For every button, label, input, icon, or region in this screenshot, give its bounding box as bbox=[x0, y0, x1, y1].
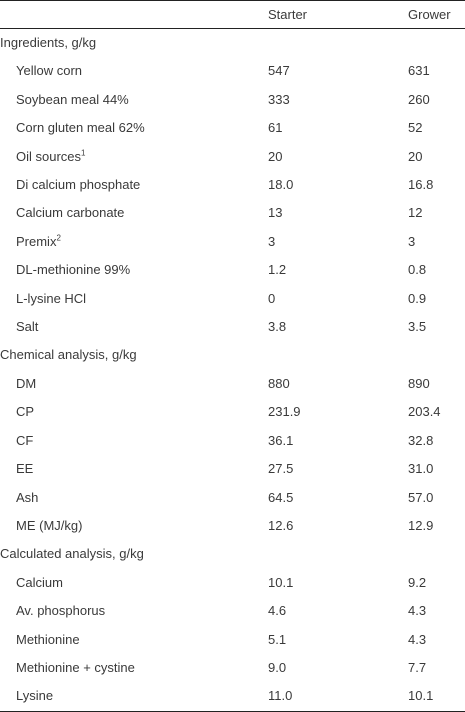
grower-value: 7.7 bbox=[408, 659, 427, 675]
row-label-cell bbox=[0, 114, 268, 142]
grower-value: 0.8 bbox=[408, 262, 427, 278]
starter-value: 61 bbox=[268, 120, 283, 136]
table-row bbox=[0, 455, 465, 483]
row-label-cell bbox=[0, 313, 268, 341]
row-label-cell bbox=[0, 512, 268, 540]
section-row-calculated-analysis-g-kg bbox=[0, 540, 465, 568]
row-label: Methionine bbox=[16, 631, 80, 647]
section-title: Calculated analysis, g/kg bbox=[0, 546, 144, 562]
row-label-cell bbox=[0, 654, 268, 682]
row-label: Calcium carbonate bbox=[16, 205, 125, 221]
row-label: ME (MJ/kg) bbox=[16, 517, 83, 533]
row-label-cell bbox=[0, 455, 268, 483]
table-row bbox=[0, 484, 465, 512]
row-label: Lysine bbox=[16, 688, 54, 704]
row-label: Yellow corn bbox=[16, 63, 83, 79]
grower-value: 4.3 bbox=[408, 603, 427, 619]
table-row bbox=[0, 597, 465, 625]
starter-value: 3 bbox=[268, 233, 276, 249]
grower-value: 20 bbox=[408, 148, 423, 164]
row-label: Salt bbox=[16, 319, 39, 335]
row-label: Premix bbox=[16, 233, 57, 249]
row-label-cell bbox=[0, 370, 268, 398]
grower-value: 3 bbox=[408, 233, 416, 249]
row-label-cell bbox=[0, 398, 268, 426]
row-label: Oil sources bbox=[16, 148, 82, 164]
starter-value: 3.8 bbox=[268, 319, 287, 335]
row-label: CF bbox=[16, 432, 34, 448]
row-label: DM bbox=[16, 375, 37, 391]
header-starter: Starter bbox=[268, 7, 308, 22]
row-label-cell bbox=[0, 86, 268, 114]
table-row bbox=[0, 427, 465, 455]
starter-value: 11.0 bbox=[268, 688, 293, 704]
table-row bbox=[0, 57, 465, 85]
row-label: Di calcium phosphate bbox=[16, 177, 141, 193]
table-row bbox=[0, 256, 465, 284]
starter-value: 231.9 bbox=[268, 404, 301, 420]
grower-value: 52 bbox=[408, 120, 423, 136]
section-title: Ingredients, g/kg bbox=[0, 35, 97, 50]
row-label-cell bbox=[0, 171, 268, 199]
section-row-chemical-analysis-g-kg bbox=[0, 341, 465, 369]
starter-value: 547 bbox=[268, 63, 290, 79]
table-row bbox=[0, 199, 465, 227]
row-label-cell bbox=[0, 199, 268, 227]
starter-value: 18.0 bbox=[268, 177, 294, 193]
table-row bbox=[0, 171, 465, 199]
table-row bbox=[0, 228, 465, 256]
header-grower: Grower bbox=[408, 7, 451, 22]
row-label-cell bbox=[0, 285, 268, 313]
grower-value: 32.8 bbox=[408, 432, 434, 448]
table-header bbox=[0, 1, 465, 29]
grower-value: 260 bbox=[408, 91, 430, 107]
starter-value: 13 bbox=[268, 205, 283, 221]
grower-value: 890 bbox=[408, 375, 430, 391]
grower-value: 16.8 bbox=[408, 177, 434, 193]
header-label-cell bbox=[0, 1, 268, 29]
table-row bbox=[0, 114, 465, 142]
starter-value: 333 bbox=[268, 91, 290, 107]
starter-value: 5.1 bbox=[268, 631, 287, 647]
row-label-cell bbox=[0, 484, 268, 512]
table-row bbox=[0, 285, 465, 313]
row-label-cell bbox=[0, 597, 268, 625]
row-label: Calcium bbox=[16, 574, 63, 590]
row-label: EE bbox=[16, 461, 34, 477]
table-row bbox=[0, 398, 465, 426]
section-title: Chemical analysis, g/kg bbox=[0, 347, 137, 363]
section-row-ingredients-g-kg bbox=[0, 29, 465, 58]
starter-value: 1.2 bbox=[268, 262, 287, 278]
grower-value: 10.1 bbox=[408, 688, 434, 704]
row-label: Methionine + cystine bbox=[16, 659, 135, 675]
starter-value: 0 bbox=[268, 290, 276, 306]
row-label: CP bbox=[16, 404, 35, 420]
table-body bbox=[0, 29, 465, 712]
grower-value: 3.5 bbox=[408, 319, 427, 335]
footnote-marker: 2 bbox=[56, 233, 61, 243]
grower-value: 57.0 bbox=[408, 489, 434, 505]
row-label: Ash bbox=[16, 489, 39, 505]
row-label: DL-methionine 99% bbox=[16, 262, 131, 278]
starter-value: 10.1 bbox=[268, 574, 294, 590]
row-label-cell bbox=[0, 427, 268, 455]
table-row bbox=[0, 143, 465, 171]
row-label-cell bbox=[0, 143, 268, 171]
starter-value: 880 bbox=[268, 375, 290, 391]
row-label-cell bbox=[0, 256, 268, 284]
table-row bbox=[0, 512, 465, 540]
footnote-marker: 1 bbox=[81, 148, 86, 158]
starter-value: 12.6 bbox=[268, 517, 294, 533]
grower-value: 203.4 bbox=[408, 404, 441, 420]
starter-value: 64.5 bbox=[268, 489, 294, 505]
row-label: L-lysine HCl bbox=[16, 290, 87, 306]
table-row bbox=[0, 370, 465, 398]
row-label-cell bbox=[0, 57, 268, 85]
row-label-cell bbox=[0, 626, 268, 654]
row-label-cell bbox=[0, 569, 268, 597]
table-row bbox=[0, 86, 465, 114]
grower-value: 4.3 bbox=[408, 631, 427, 647]
row-label: Av. phosphorus bbox=[16, 603, 106, 619]
grower-value: 631 bbox=[408, 63, 430, 79]
header-row bbox=[0, 1, 465, 29]
table-row bbox=[0, 313, 465, 341]
table-row bbox=[0, 626, 465, 654]
grower-value: 0.9 bbox=[408, 290, 427, 306]
grower-value: 12 bbox=[408, 205, 423, 221]
starter-value: 9.0 bbox=[268, 659, 287, 675]
grower-value: 31.0 bbox=[408, 461, 434, 477]
table-row bbox=[0, 654, 465, 682]
row-label: Corn gluten meal 62% bbox=[16, 120, 145, 136]
table-row bbox=[0, 569, 465, 597]
starter-value: 4.6 bbox=[268, 603, 287, 619]
starter-value: 27.5 bbox=[268, 461, 294, 477]
row-label: Soybean meal 44% bbox=[16, 91, 129, 107]
row-label-cell bbox=[0, 228, 268, 256]
starter-value: 36.1 bbox=[268, 432, 294, 448]
grower-value: 9.2 bbox=[408, 574, 427, 590]
grower-value: 12.9 bbox=[408, 517, 434, 533]
starter-value: 20 bbox=[268, 148, 283, 164]
